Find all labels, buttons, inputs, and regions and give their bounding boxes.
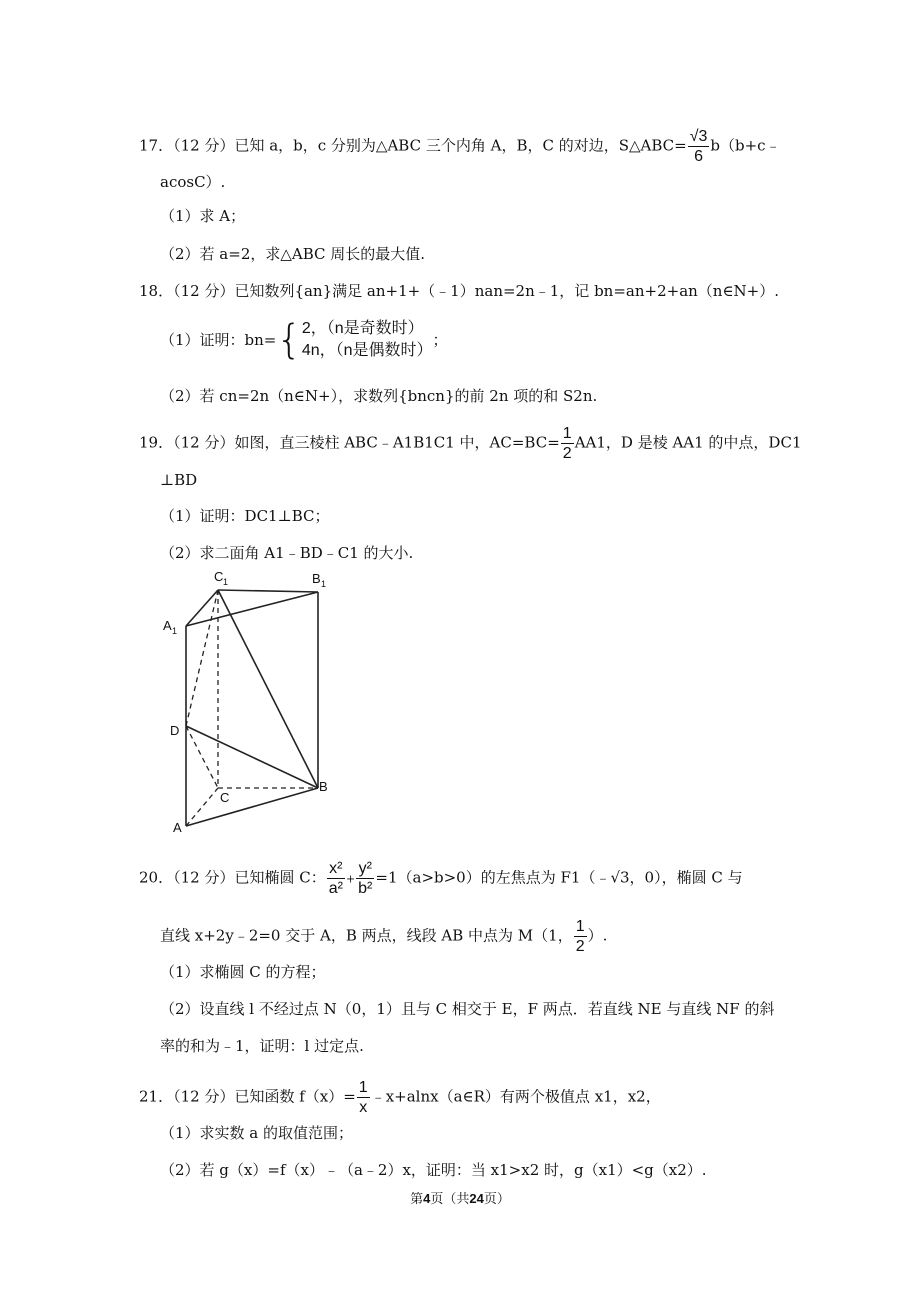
q21-fraction (357, 1078, 370, 1117)
q20-line2-b: ）. (587, 926, 608, 945)
q20-x-num: x² (327, 859, 345, 879)
q17-area-lhs: S△ABC= (618, 136, 687, 155)
q20-x-fraction (327, 859, 345, 898)
q18-case-odd: 2，（n是奇数时） (301, 320, 424, 337)
q17-head (139, 127, 781, 166)
q20-part2a: （2）设直线 l 不经过点 N（0，1）且与 C 相交于 E，F 两点．若直线 NE 与直线 NF 的斜 (160, 1000, 775, 1018)
label-a1: A (163, 618, 172, 633)
prism-labels (163, 569, 328, 835)
label-b1-sub: 1 (321, 579, 327, 589)
q20-m-fraction (574, 917, 587, 956)
q21-frac-den: x (359, 1099, 368, 1116)
q20-y-num: y² (356, 859, 374, 879)
q20-part1: （1）求椭圆 C 的方程； (160, 963, 326, 981)
label-d: D (170, 723, 180, 738)
label-b1: B (312, 571, 321, 586)
q21-head-a: 21．（12 分）已知函数 f（x）= (139, 1087, 356, 1106)
page-footer (0, 1188, 920, 1207)
q21-head (139, 1078, 661, 1117)
q20-head (139, 859, 743, 898)
label-c1: C (214, 569, 224, 584)
q19-frac-num: 1 (562, 425, 572, 442)
q18-part1 (160, 318, 448, 368)
footer-page-number: 4 (423, 1191, 431, 1206)
q20-plus: + (345, 872, 356, 886)
q19-head-a: 19．（12 分）如图，直三棱柱 ABC﹣A1B1C1 中，AC=BC= (139, 433, 560, 452)
q21-frac-num: 1 (358, 1079, 368, 1096)
q18-case-list (302, 318, 433, 362)
q20-y-den: b² (358, 880, 373, 897)
q18-part1-lead: （1）证明：bn= (160, 331, 277, 349)
q17-part1: （1）求 A； (160, 207, 246, 225)
label-c: C (220, 790, 230, 805)
q19-part2: （2）求二面角 A1﹣BD﹣C1 的大小. (160, 544, 414, 562)
q20-m-den: 2 (575, 938, 585, 955)
q18-case-even: 4n，（n是偶数时） (301, 342, 433, 359)
q17-part2: （2）若 a=2，求△ABC 周长的最大值. (160, 245, 426, 263)
q17-head-text: 17．（12 分）已知 a，b，c 分别为△ABC 三个内角 A，B，C 的对边， (139, 136, 619, 155)
q18-cases (276, 318, 432, 362)
q20-head-b: =1（a>b>0）的左焦点为 F1（﹣√3，0），椭圆 C 与 (375, 868, 743, 887)
brace-icon: { (276, 317, 302, 363)
q19-head-b: AA1，D 是棱 AA1 的中点，DC1 (574, 433, 802, 452)
label-c1-sub: 1 (223, 577, 229, 587)
q19-fraction (561, 424, 574, 463)
q20-line2 (160, 917, 607, 956)
q18-part2: （2）若 cn=2n（n∈N+），求数列{bncn}的前 2n 项的和 S2n. (160, 387, 598, 405)
q17-frac-num: √3 (689, 128, 708, 145)
q18-part1-tail: ； (432, 331, 448, 349)
q21-head-b: ﹣x+alnx（a∈R）有两个极值点 x1，x2， (370, 1087, 661, 1106)
footer-mid: 页（共 (430, 1192, 470, 1207)
q17-fraction (688, 127, 710, 166)
q19-cont: ⊥BD (160, 471, 198, 489)
q21-part2: （2）若 g（x）=f（x）﹣（a﹣2）x，证明：当 x1>x2 时，g（x1）<g（x2）. (160, 1161, 707, 1179)
q20-y-fraction (356, 859, 374, 898)
label-a: A (173, 820, 182, 835)
label-b: B (319, 779, 328, 794)
q20-line2-a: 直线 x+2y﹣2=0 交于 A，B 两点，线段 AB 中点为 M（1， (160, 926, 573, 945)
footer-pre: 第 (410, 1192, 424, 1207)
q21-part1: （1）求实数 a 的取值范围； (160, 1124, 354, 1142)
q19-head (139, 424, 801, 463)
prism-solid-edges (186, 590, 318, 826)
footer-total-pages: 24 (469, 1191, 484, 1206)
footer-post: 页） (483, 1192, 510, 1207)
label-a1-sub: 1 (172, 626, 178, 636)
q19-part1: （1）证明：DC1⊥BC； (160, 507, 330, 525)
q20-part2b: 率的和为﹣1，证明：l 过定点. (160, 1037, 364, 1055)
q20-x-den: a² (328, 880, 343, 897)
q17-frac-den: 6 (694, 148, 704, 165)
q17-cont: acosC）. (160, 173, 226, 191)
q18-head: 18．（12 分）已知数列{an}满足 an+1+（﹣1）nan=2n﹣1，记 bn=an+2+an（n∈N+）. (139, 282, 780, 300)
q19-frac-den: 2 (562, 445, 572, 462)
prism-figure (158, 566, 348, 836)
q20-head-a: 20．（12 分）已知椭圆 C： (139, 868, 326, 887)
q20-m-num: 1 (575, 918, 585, 935)
q17-area-rhs: b（b+c﹣ (710, 136, 781, 155)
prism-hidden-edges (186, 590, 318, 826)
